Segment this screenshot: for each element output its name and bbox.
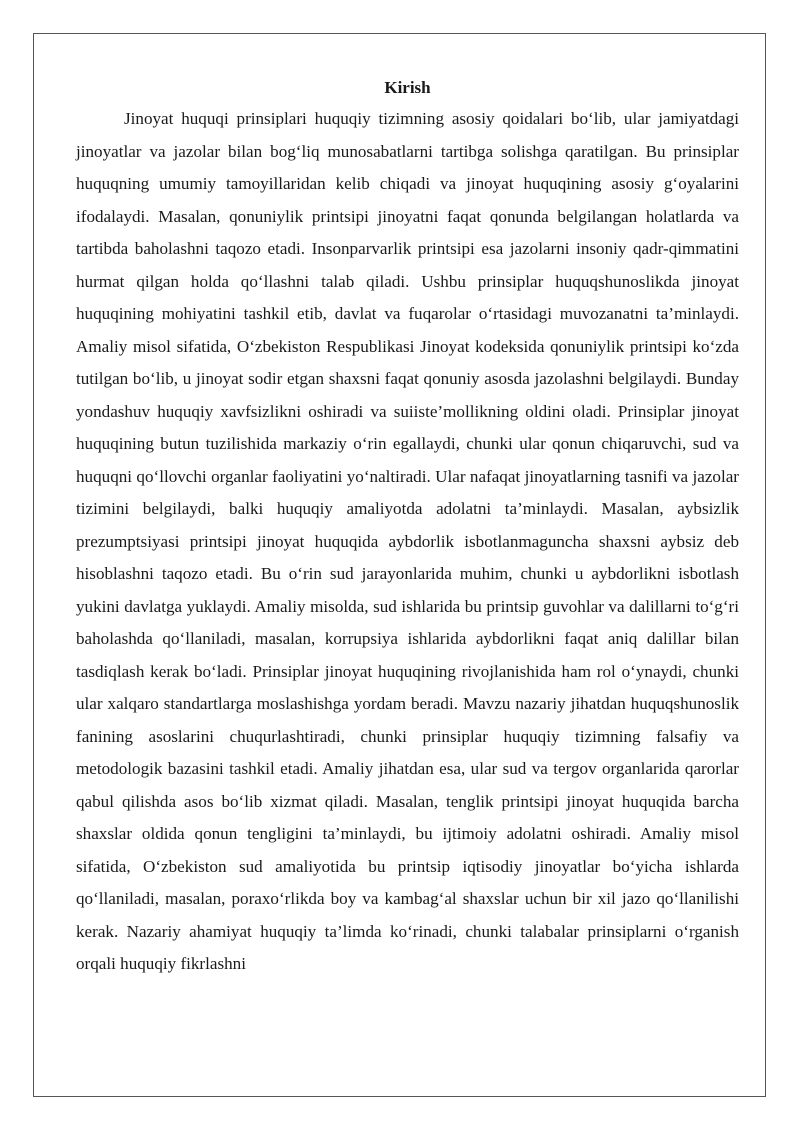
body-paragraph: Jinoyat huquqi prinsiplari huquqiy tizimning asosiy qoidalari bo‘lib, ular jamiyatdagi jinoyatlar va jazolar bilan bog‘liq munosabatlarni tartibga solishga qaratilgan. Bu prinsiplar huquqning umumiy tamoyillaridan kelib chiqadi va jinoyat huquqining asosiy g‘oyalarini ifodalaydi. Masalan, qonuniylik printsipi jinoyatni faqat qonunda belgilangan holatlarda va tartibda baholashni taqozo etadi. Insonparvarlik printsipi esa jazolarni insoniy qadr-qimmatini hurmat qilgan holda qo‘llashni talab qiladi. Ushbu prinsiplar huquqshunoslikda jinoyat huquqining mohiyatini tashkil etib, davlat va fuqarolar o‘rtasidagi muvozanatni ta’minlaydi. Amaliy misol sifatida, O‘zbekiston Respublikasi Jinoyat kodeksida qonuniylik printsipi ko‘zda tutilgan bo‘lib, u jinoyat sodir etgan shaxsni faqat qonuniy asosda jazolashni belgilaydi. Bunday yondashuv huquqiy xavfsizlikni oshiradi va suiiste’mollikning oldini oladi. Prinsiplar jinoyat huquqining butun tuzilishida markaziy o‘rin egallaydi, chunki ular qonun chiqaruvchi, sud va huquqni qo‘llovchi organlar faoliyatini yo‘naltiradi. Ular nafaqat jinoyatlarning tasnifi va jazolar tizimini belgilaydi, balki huquqiy amaliyotda adolatni ta’minlaydi. Masalan, aybsizlik prezumptsiyasi printsipi jinoyat huquqida aybdorlik isbotlanmaguncha shaxsni aybsiz deb hisoblashni taqozo etadi. Bu o‘rin sud jarayonlarida muhim, chunki u aybdorlikni isbotlash yukini davlatga yuklaydi. Amaliy misolda, sud ishlarida bu printsip guvohlar va dalillarni to‘g‘ri baholashda qo‘llaniladi, masalan, korrupsiya ishlarida aybdorlikni faqat aniq dalillar bilan tasdiqlash kerak bo‘ladi. Prinsiplar jinoyat huquqining rivojlanishida ham rol o‘ynaydi, chunki ular xalqaro standartlarga moslashishga yordam beradi. Mavzu nazariy jihatdan huquqshunoslik fanining asoslarini chuqurlashtiradi, chunki prinsiplar huquqiy tizimning falsafiy va metodologik bazasini tashkil etadi. Amaliy jihatdan esa, ular sud va tergov organlarida qarorlar qabul qilishda asos bo‘lib xizmat qiladi. Masalan, tenglik printsipi jinoyat huquqida barcha shaxslar oldida qonun tengligini ta’minlaydi, bu ijtimoiy adolatni oshiradi. Amaliy misol sifatida, O‘zbekiston sud amaliyotida bu printsip iqtisodiy jinoyatlar bo‘yicha ishlarda qo‘llaniladi, masalan, poraxo‘rlikda boy va kambag‘al shaxslar uchun bir xil jazo qo‘llanilishi kerak. Nazariy ahamiyat huquqiy ta’limda ko‘rinadi, chunki talabalar prinsiplarni o‘rganish orqali huquqiy fikrlashni: [76, 109, 739, 973]
section-heading: Kirish: [384, 78, 431, 97]
document-content: [76, 76, 739, 981]
